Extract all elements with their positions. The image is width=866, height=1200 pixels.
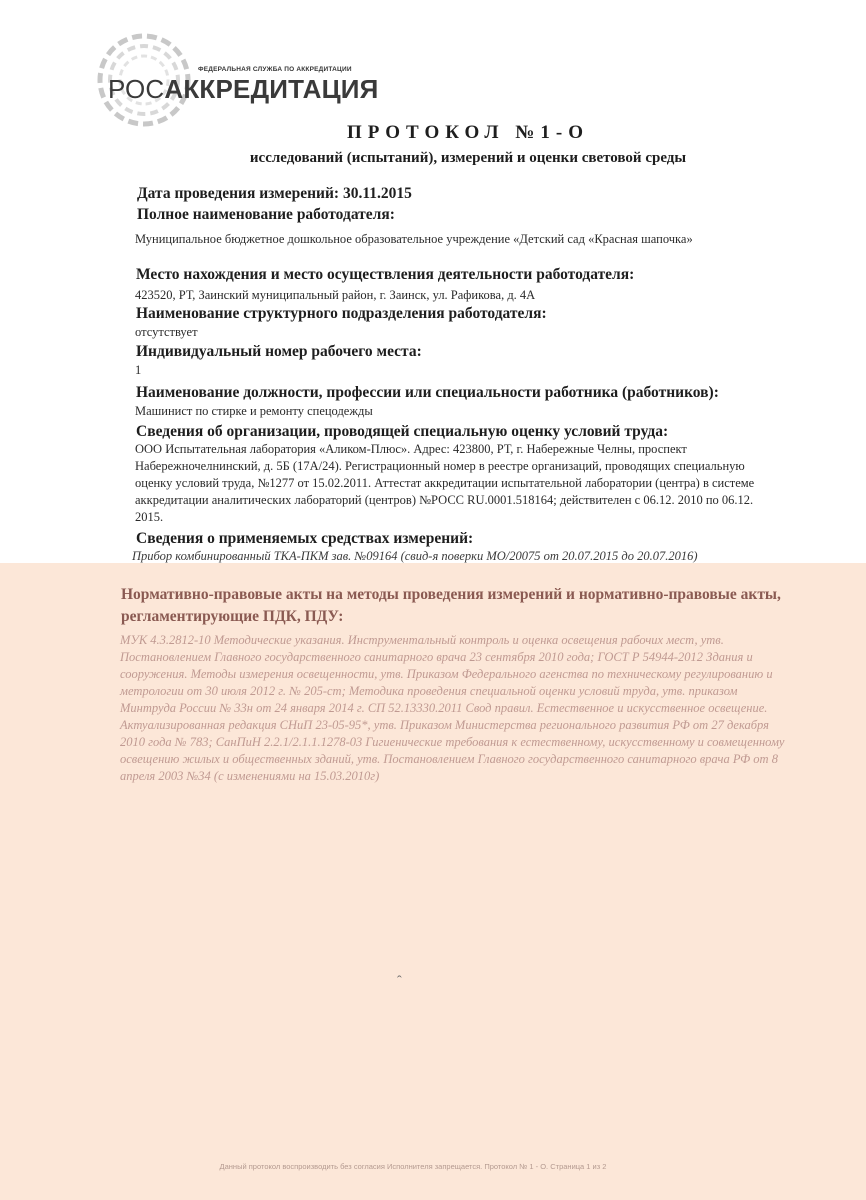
normative-heading: Нормативно-правовые акты на методы проведения измерений и нормативно-правовые акты, регламентирующие ПДК, ПДУ: [121, 586, 781, 625]
subdivision-value: отсутствует [135, 325, 198, 339]
measurement-date: Дата проведения измерений: 30.11.2015 [137, 185, 412, 202]
location-value: 423520, РТ, Заинский муниципальный район, г. Заинск, ул. Рафикова, д. 4А [135, 288, 536, 302]
employer-value: Муниципальное бюджетное дошкольное образовательное учреждение «Детский сад «Красная шапочка» [135, 232, 693, 246]
organization-heading: Сведения об организации, проводящей специальную оценку условий труда: [136, 423, 669, 440]
logo-agency-line: ФЕДЕРАЛЬНАЯ СЛУЖБА ПО АККРЕДИТАЦИИ [198, 66, 352, 73]
location-heading: Место нахождения и место осуществления деятельности работодателя: [136, 266, 635, 283]
stray-mark: ˆ [397, 974, 402, 989]
position-value: Машинист по стирке и ремонту спецодежды [135, 404, 373, 418]
instruments-heading: Сведения о применяемых средствах измерений: [136, 530, 474, 547]
position-heading: Наименование должности, профессии или специальности работника (работников): [136, 384, 719, 401]
protocol-subtitle: исследований (испытаний), измерений и оценки световой среды [249, 150, 687, 166]
page-footer: Данный протокол воспроизводить без согласия Исполнителя запрещается. Протокол № 1 - О. Страница 1 из 2 [219, 1162, 607, 1171]
subdivision-heading: Наименование структурного подразделения работодателя: [136, 305, 547, 322]
logo-wordmark-part2: АККРЕДИТАЦИЯ [164, 74, 379, 104]
normative-value: МУК 4.3.2812-10 Методические указания. Инструментальный контроль и оценка освещения рабочих мест, утв. Постановлением Главного государственного санитарного врача 23 сентября 2010 года; ГОСТ Р 54944-2012 Здания и сооружения. Методы измерения освещенности, утв. Приказом Федерального агенства по техническому регулированию и метрологии от 30 июля 2012 г. № 205-ст; Методика проведения специальной оценки условий труда, утв. приказом Минтруда России № 33н от 24 января 2014 г. СП 52.13330.2011 Свод правил. Естественное и искусственное освещение. Актуализированная редакция СНиП 23-05-95*, утв. Приказом Министерства регионального развития РФ от 27 декабря 2010 года № 783; СанПиН 2.2.1/2.1.1.1278-03 Гигиенические требования к естественному, искусственному и совмещенному освещению жилых и общественных зданий, утв. Постановлением Главного государственного санитарного врача РФ от 8 апреля 2003 №34 (с изменениями на 15.03.2010г) [120, 633, 785, 783]
workplace-heading: Индивидуальный номер рабочего места: [136, 343, 422, 360]
instruments-value: Прибор комбинированный ТКА-ПКМ зав. №09164 (свид-я поверки МО/20075 от 20.07.2015 до 20.07.2016) [132, 549, 698, 563]
logo-wordmark-part1: РОС [108, 74, 165, 104]
workplace-value: 1 [135, 363, 142, 377]
protocol-title: ПРОТОКОЛ №1-О [347, 122, 589, 143]
employer-heading: Полное наименование работодателя: [137, 206, 395, 223]
organization-value: ООО Испытательная лаборатория «Аликом-Плюс». Адрес: 423800, РТ, г. Набережные Челны, проспект Набережночелнинский, д. 5Б (17А/24). Регистрационный номер в реестре организаций, проводящих специальную оценку условий труда, №1277 от 15.02.2011. Аттестат аккредитации испытательной лаборатории (центра) в системе аккредитации аналитических лабораторий (центров) №РОСС RU.0001.518164; действителен с 06.12. 2010 по 06.12. 2015. [135, 442, 755, 524]
logo-wordmark [108, 74, 379, 105]
